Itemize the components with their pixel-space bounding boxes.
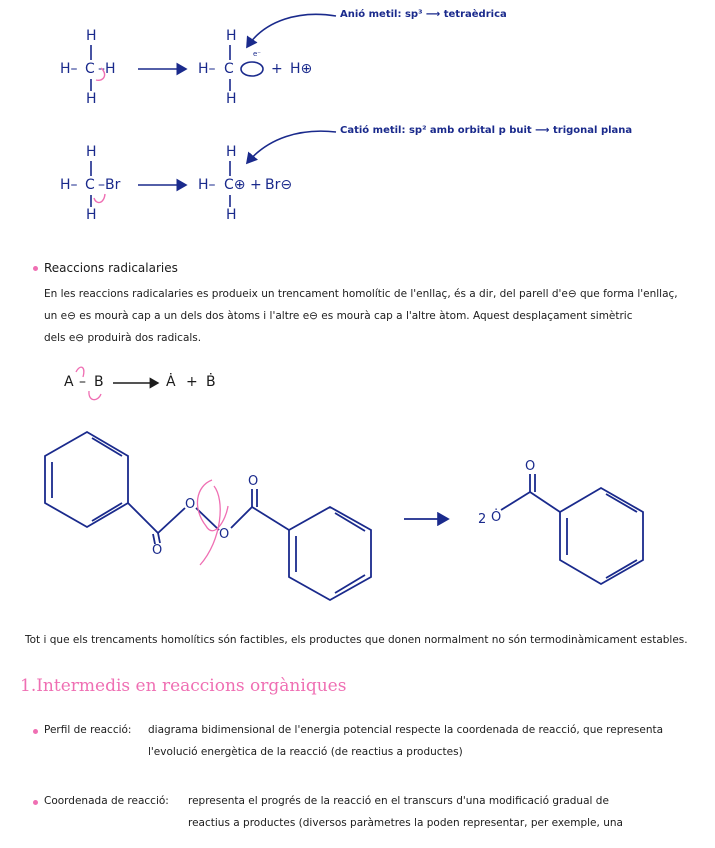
r2-reactant-right: –Br [98,177,121,193]
conclusion-text: Tot i que els trencaments homolítics són factibles, els productes que donen normalment no són termodinàmicament estables. [25,634,688,646]
r1-note: Anió metil: sp³ ⟶ tetraèdrica [340,9,507,20]
r1-ion: H⊕ [290,61,313,77]
r2-electron-arrow [94,194,105,203]
radical-line-2: un e⊖ es mourà cap a un dels dos àtoms i l'altre e⊖ es mourà cap a l'altre àtom. Aquest desplaçament simètric [44,310,633,322]
eq-fishhook-bottom [89,391,101,400]
r1-product-carbon: C [224,61,234,77]
definition-line: l'evolució energètica de la reacció (de reactius a productes) [148,746,463,758]
eq-atom-b: B [94,374,104,390]
definition-line: diagrama bidimensional de l'energia potencial respecte la coordenada de reacció, que representa [148,724,664,736]
product-coefficient: 2 [478,512,487,527]
definition-term: Perfil de reacció: [44,724,132,736]
r2-product-carbon: C⊕ [224,177,246,193]
r1-reactant-right: –H [98,61,116,77]
perox-o-carbonyl-right: O [248,474,259,489]
eq-radical-b: Ḃ [206,374,216,390]
r1-reactant-left: H– [60,61,78,77]
r2-product-top-h: H [226,144,237,160]
r2-reactant-bottom-h: H [86,207,97,223]
r1-product-top-h: H [226,28,237,44]
r2-reactant-left: H– [60,177,78,193]
benzoyloxy-radical [501,474,643,584]
eq-radical-a: Ȧ [166,374,176,390]
r1-product-left: H– [198,61,216,77]
eq-atom-a: A [64,374,74,390]
r2-ion: Br⊖ [265,177,293,193]
section-heading: 1.Intermedis en reaccions orgàniques [20,676,347,696]
r1-product-bottom-h: H [226,91,237,107]
r2-reactant-top-h: H [86,144,97,160]
radical-line-3: dels e⊖ produirà dos radicals. [44,332,202,344]
r1-reactant-bottom-h: H [86,91,97,107]
perox-o-bridge-right: O [219,527,230,542]
definition-term: Coordenada de reacció: [44,795,169,807]
r2-product-left: H– [198,177,216,193]
r1-reactant-top-h: H [86,28,97,44]
r1-bonds [91,14,336,91]
r2-plus: + [250,177,262,193]
r2-bonds [91,131,336,207]
perox-o-carbonyl-left: O [152,543,163,558]
r1-orbital-label: e⁻ [253,50,262,58]
radical-title: Reaccions radicalaries [44,261,178,275]
eq-plus: + [186,374,198,390]
eq-bond: – [79,374,86,390]
definition-line: representa el progrés de la reacció en el transcurs d'una modificació gradual de [188,795,609,807]
r1-electron-arrow [96,68,105,80]
radical-line-1: En les reaccions radicalaries es produeix un trencament homolític de l'enllaç, és a dir, del parell d'e⊖ que forma l'enllaç, [44,288,678,300]
r1-reactant-carbon: C [85,61,95,77]
perox-fishhook-2 [200,486,220,565]
r2-reactant-carbon: C [85,177,95,193]
benzoyl-peroxide [45,432,448,600]
eq-fishhook-top [76,367,84,377]
definition-line: reactius a productes (diversos paràmetres la poden representar, per exemple, una [188,817,623,829]
perox-o-bridge-left: O [185,497,196,512]
r1-plus: + [271,61,283,77]
product-o-radical: Ȯ [491,510,502,525]
r2-note: Catió metil: sp² amb orbital p buit ⟶ trigonal plana [340,125,633,136]
product-o-carbonyl: O [525,459,536,474]
r2-product-bottom-h: H [226,207,237,223]
